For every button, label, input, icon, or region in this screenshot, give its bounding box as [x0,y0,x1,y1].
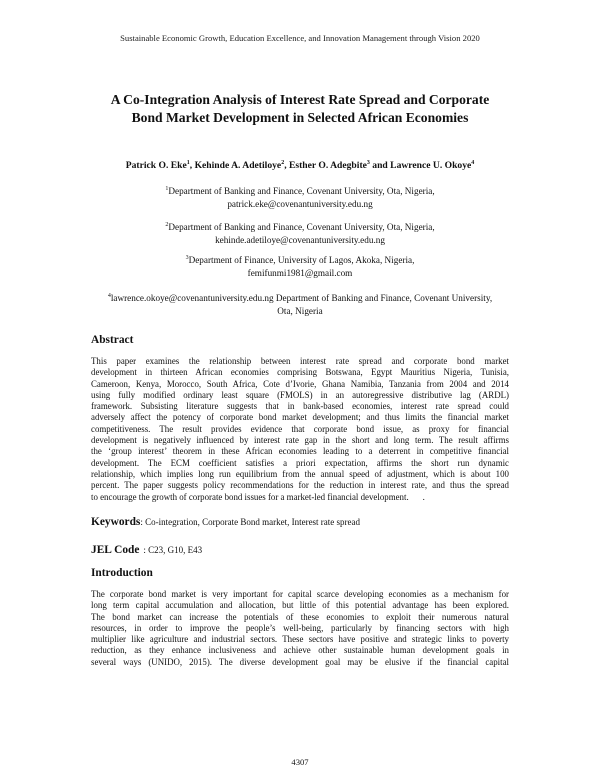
affiliation-4 [80,290,520,317]
author-name: , Kehinde A. Adetiloye [189,160,282,172]
affiliation-sup: 3 [185,255,189,261]
author-list [40,160,560,171]
abstract-trailing-mark: . [422,491,425,502]
affiliation-text: Department of Banking and Finance, Covenant University, Ota, Nigeria, [168,222,435,233]
jel-text: : C23, G10, E43 [143,545,203,555]
title-line: Bond Market Development in Selected African Economies [131,109,469,125]
affiliation-3 [50,252,550,279]
author-name: Patrick O. Eke [125,160,187,172]
abstract-line: development. The ECM coefficient satisfies a priori expectation, affirms the short run dynamic [91,457,509,468]
running-header: Sustainable Economic Growth, Education Excellence, and Innovation Management through Vision 2020 [120,33,480,43]
page-number: 4307 [291,757,309,767]
affiliation-email: femifunmi1981@gmail.com [247,267,353,278]
abstract-body [91,356,509,503]
abstract-line: development in thirteen African economies comprising Botswana, Egypt Mauritius Nigeria, Tunisia, [91,367,509,378]
affiliation-text: lawrence.okoye@covenantuniversity.edu.ng Department of Banking and Finance, Covenant University, [110,293,493,304]
abstract-line: percent. The paper suggests policy recommendations for the reduction in interest rate, and thus the spread [91,480,509,491]
introduction-line: long term capital accumulation and allocation, but little of this potential advantage has been explored. [91,600,509,611]
affiliation-sup: 1 [165,186,169,192]
abstract-line: Cameroon, Kenya, Morocco, South Africa, Cote d’Ivorie, Ghana Namibia, Tanzania from 2004 and 2014 [91,378,509,389]
paper-title [60,91,540,126]
title-line: A Co-Integration Analysis of Interest Rate Spread and Corporate [110,92,490,107]
introduction-heading: Introduction [91,567,153,579]
abstract-line: adversely affect the potency of corporate bond market development; and thus limits the financial market [91,412,509,423]
affiliation-2 [50,219,550,246]
abstract-line: to encourage the growth of corporate bond issues for a market-led financial development. [91,491,409,502]
affiliation-location: Ota, Nigeria [277,305,323,316]
introduction-body [91,589,509,668]
author-sup: 1 [186,160,190,166]
affiliation-email: patrick.eke@covenantuniversity.edu.ng [227,198,373,209]
abstract-line: relationship, which implies long run equilibrium from the annual speed of adjustment, which is about 100 [91,468,509,479]
affiliation-text: Department of Finance, University of Lagos, Akoka, Nigeria, [188,255,415,266]
keywords-text: : Co-integration, Corporate Bond market, Interest rate spread [140,517,361,527]
introduction-line: several ways (UNIDO, 2015). The diverse development goal may be elusive if the financial capital [91,656,509,667]
affiliation-1 [50,183,550,210]
introduction-line: resources, in order to improve the people’s well-being, particularly by financing sectors with high [91,622,509,633]
affiliation-email: kehinde.adetiloye@covenantuniversity.edu.ng [215,234,385,245]
affiliation-sup: 4 [107,293,111,299]
author-name: , Esther O. Adegbite [284,160,367,172]
affiliation-text: Department of Banking and Finance, Covenant University, Ota, Nigeria, [168,186,435,197]
introduction-line: The corporate bond market is very important for capital scarce developing economies as a mechanism for [91,589,509,599]
abstract-line: competitiveness. The result provides evidence that corporate bond issue, as proxy for financial [91,423,509,434]
abstract-line: development is negatively influenced by interest rate gap in the short and long term. The result affirms [91,435,509,446]
keywords-line [91,516,360,528]
abstract-line: using fully modified ordinary least square (FMOLS) in an autoregressive distributive lag (ARDL) [91,389,509,400]
introduction-line: The bond market can increase the potentials of these economies to exploit their numerous natural [91,611,509,622]
author-sup: 4 [471,160,475,166]
author-name: and Lawrence U. Okoye [369,160,472,172]
abstract-heading: Abstract [91,334,134,346]
affiliation-sup: 2 [165,222,169,228]
keywords-label: Keywords [91,516,141,528]
abstract-line: This paper examines the relationship between interest rate spread and corporate bond market [91,356,509,366]
author-sup: 3 [366,160,370,166]
introduction-line: reduction, as they enhance inclusiveness and achieve other sustainable human development goals in [91,645,509,656]
jel-label: JEL Code [91,544,140,556]
author-sup: 2 [281,160,285,166]
abstract-line: framework. Subsisting literature suggests that in bank-based economies, interest rate spread could [91,401,509,412]
abstract-line: the ‘group interest’ theorem in these African economies leading to a deterrent in competitive financial [91,446,509,457]
introduction-line: multiplier like agriculture and industrial sectors. These sectors have positive and strategic links to poverty [91,634,509,645]
jel-code-line [91,544,202,556]
